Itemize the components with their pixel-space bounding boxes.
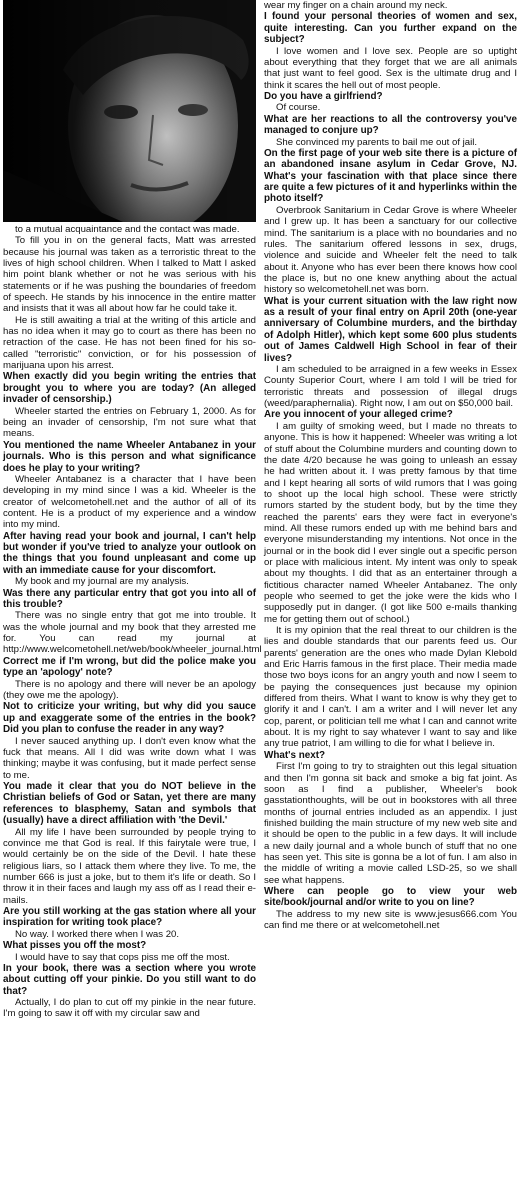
interview-question: What pisses you off the most? [3,940,147,952]
interview-paragraph: To fill you in on the general facts, Matt was arrested because his journal was taken as a terroristic threat to the lives of high school children. When I talked to Matt I asked him point blank whether or not he was serious with his statements or if he was pushing the boundaries of freedom of speech. He stands by his innocence in the entire matter and insists that it was all about how far he could take it. [3,235,256,315]
portrait-image [3,0,256,222]
interview-paragraph: Actually, I do plan to cut off my pinkie in the near future. I'm going to saw it off with my circular saw and [3,997,256,1020]
interview-question: What are her reactions to all the controversy you've managed to conjure up? [264,113,517,137]
interview-question: Not to criticize your writing, but why did you sauce up and exaggerate some of the entries in the book? Did you plan to confuse the reader in any way? [3,701,256,736]
interview-question: Where can people go to view your web site/book/journal and/or write to you on line? [264,886,517,909]
interview-paragraph: Of course. [276,102,321,114]
interview-paragraph: It is my opinion that the real threat to our children is the lies and double standards that our parents feed us. Our parents' generation are the ones who made Dylan Klebold and Eric Harris famous in the first place. Their media made those two boys icons for an angry youth and now I seem to be paying the consequences just because my opinion differed from theirs. What I want to know is why they get to glorify it and I can't. I am a writer and I will never let any cop, parent, or politician tell me what I can and cannot write about. It is my right to say whatever I want to say and like any true patriot, I am willing to die for what I believe in. [264,625,517,750]
interview-question: In your book, there was a section where you wrote about cutting off your pinkie. Do you still want to do that? [3,962,256,997]
interview-paragraph: I am guilty of smoking weed, but I made no threats to anyone. This is how it happened: Wheeler was writing a lot of stuff about the Columbine murders and counting down to the date 4/20 because he was going to unleash an essay he had written about it. I was pretty famous by that time and I kept hearing all sorts of wild rumors that I was going to shoot up the local high school. These were strictly rumors started by the student body, but by the time they reached the parents' ears they were fact in everyone's mind. All these rumors ended up with me behind bars and everyone misunderstanding my intentions. Not once in the journal or in the book did I ever single out a specific person or place with malicious intent. My intent was only to speak about my thoughts. I did that as an entertainer through a fictitious character named Wheeler Antabanez. The only people who seemed to get the joke were the kids who I supposedly put in danger. (I got like 500 e-mails thanking me for getting them out of school.) [264,420,517,625]
interview-question: Was there any particular entry that got you into all of this trouble? [3,587,256,611]
interview-question: When exactly did you begin writing the entries that brought you to where you are today? (An alleged invader of censorship.) [3,371,256,406]
interview-paragraph: I am scheduled to be arraigned in a few weeks in Essex County Superior Court, where I am told I will be tried for terroristic threats and possession of illegal drugs (weed/paraphernalia). Right now, I am out on $50,000 bail. [264,364,517,410]
interview-paragraph: to a mutual acquaintance and the contact was made. [15,224,240,235]
article-text-left [3,224,262,1020]
interview-paragraph: No way. I worked there when I was 20. [15,928,180,940]
interview-paragraph: He is still awaiting a trial at the writing of this article and has no idea when it may go to court as there has been no retraction of the case. He has not been fined for his so-called "terroristic" conviction, or for his possession of marijuana upon his arrest. [3,314,256,372]
interview-paragraph: Overbrook Sanitarium in Cedar Grove is where Wheeler and I grew up. It has been a sanctuary for our collective mind. The sanitarium is a place with no boundaries and no rules. The sanitarium offered lessons in sex, drugs, violence and suicide and Wheeler felt the need to talk about it. Anyone who has ever been there knows how cool the place is, but no one knew anything about the actual history so welcometohell.net was born. [264,204,517,296]
interview-question: What's next? [264,749,326,761]
interview-paragraph: Wheeler Antabanez is a character that I have been developing in my mind since I was a kid. Wheeler is the creator of welcometohell.net and the author of all of its content. He is a product of my experience and a window into my mind. [3,473,256,531]
interview-question: You made it clear that you do NOT believe in the Christian beliefs of God or Satan, yet there are many references to blasphemy, Satan and symbols that (usually) have a direct affiliation with 'the Devil.' [3,780,256,827]
interview-paragraph: I never sauced anything up. I don't even know what the fuck that means. All I did was write down what I was thinking; maybe it was confusing, but it made perfect sense to me. [3,735,256,781]
interview-question: On the first page of your web site there is a picture of an abandoned insane asylum in Cedar Grove, NJ. What's your fascination with that place since there are quite a few pictures of it and hyperlinks within the photo itself? [264,147,517,205]
interview-paragraph: Wheeler started the entries on February 1, 2000. As for being an invader of censorship, I'm not sure what that means. [3,405,256,440]
article-text-right [264,0,517,932]
interview-question: What is your current situation with the law right now as a result of your final entry on April 20th (one-year anniversary of Columbine murders, and the birthday of Adolph Hitler), which kept some 600 plus students out of James Caldwell High School in fear of their lives? [264,295,517,364]
interview-question: Correct me if I'm wrong, but did the police make you type an 'apology' note? [3,655,256,679]
left-column [3,0,262,1020]
interview-paragraph: wear my finger on a chain around my neck. [264,0,448,11]
interview-question: Are you still working at the gas station where all your inspiration for writing took place? [3,905,256,929]
interview-paragraph: The address to my new site is www.jesus666.com You can find me there or at welcometohell.net [264,908,517,932]
interview-paragraph: I love women and I love sex. People are so uptight about everything that they forget that we are all animals that just want to feel good. Sex is the ultimate drug and I think it scares the hell out of most people. [264,45,517,91]
interview-question: You mentioned the name Wheeler Antabanez in your journals. Who is this person and what significance does he play to your writing? [3,439,256,474]
interview-question: I found your personal theories of women and sex, quite interesting. Can you further expand on the subject? [264,11,517,46]
interview-paragraph: There is no apology and there will never be an apology (they owe me the apology). [3,678,256,701]
interview-question: Are you innocent of your alleged crime? [264,409,453,421]
interview-paragraph: First I'm going to try to straighten out this legal situation and then I'm gonna sit back and smoke a big fat joint. As soon as I find a publisher, Wheeler's book gasstationthoughts, will be out in bookstores with all three months of journal entries included as an appendix. I just finished building the main structure of my new web site and it should be open to the public in a few days. It will include a new daily journal and a whole bunch of stuff that no one has seen yet. This site is gonna be a lot of fun. I am also in the middle of writing a movie called LSD-25, so we shall see what happens. [264,761,517,886]
right-column [264,0,517,932]
interview-paragraph: I would have to say that cops piss me off the most. [15,951,230,963]
portrait-photo [3,0,256,222]
interview-paragraph: All my life I have been surrounded by people trying to convince me that God is real. If this fairytale were true, I would certainly be on the side of the Devil. I hate these religious liars, so I attack them where they live. To me, the number 666 is just a joke, but to them it's life or death. So I throw it in their faces and laugh my ass off as I read their e-mails. [3,826,256,906]
interview-paragraph: She convinced my parents to bail me out of jail. [276,136,478,148]
interview-paragraph: My book and my journal are my analysis. [15,576,189,588]
interview-question: After having read your book and journal, I can't help but wonder if you've tried to analyze your outlook on the things that you found unpleasant and come up with an immediate cause for your discomfort. [3,530,256,576]
interview-paragraph: There was no single entry that got me into trouble. It was the whole journal and my book that they arrested me for. You can read my journal at http://www.welcometohell.net/web/book/wheeler_journal.html [3,610,262,656]
interview-question: Do you have a girlfriend? [264,90,383,102]
